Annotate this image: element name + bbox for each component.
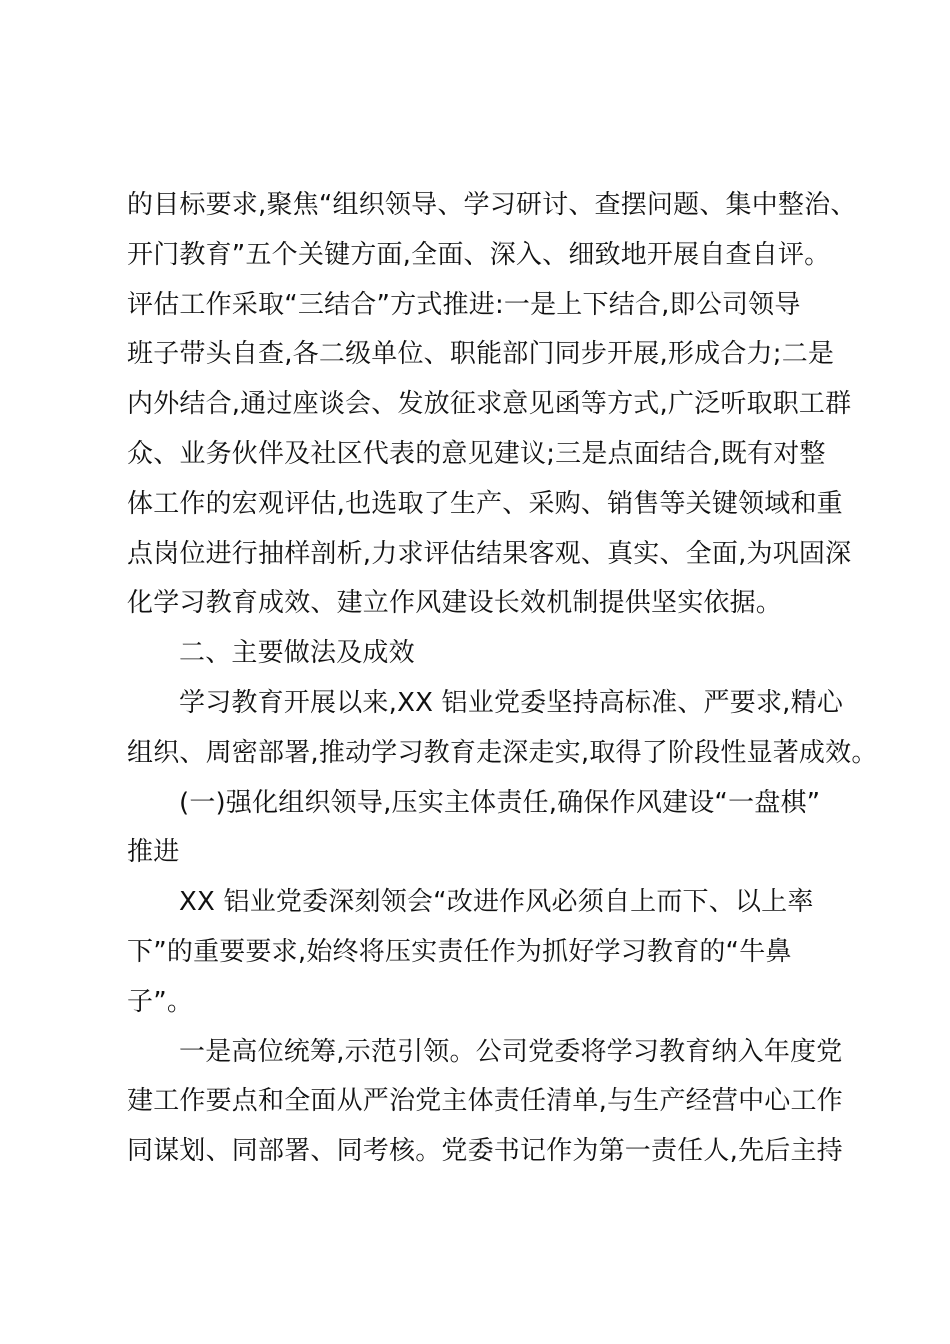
text-line: 的目标要求,聚焦“组织领导、学习研讨、查摆问题、集中整治、 bbox=[127, 190, 857, 220]
text-line: 体工作的宏观评估,也选取了生产、采购、销售等关键领域和重 bbox=[127, 488, 843, 519]
text-line: 同谋划、同部署、同考核。党委书记作为第一责任人,先后主持 bbox=[127, 1136, 843, 1167]
text-line: 化学习教育成效、建立作风建设长效机制提供坚实依据。 bbox=[127, 588, 783, 619]
text-line: 班子带头自查,各二级单位、职能部门同步开展,形成合力;二是 bbox=[127, 339, 835, 370]
subsection-heading: (一)强化组织领导,压实主体责任,确保作风建设“一盘棋” bbox=[179, 787, 821, 818]
paragraph-start: 一是高位统筹,示范引领。公司党委将学习教育纳入年度党 bbox=[179, 1036, 843, 1067]
text-line: 众、业务伙伴及社区代表的意见建议;三是点面结合,既有对整 bbox=[127, 438, 826, 469]
text-line: 子”。 bbox=[127, 986, 194, 1017]
document-body bbox=[127, 181, 878, 1177]
section-heading: 二、主要做法及成效 bbox=[179, 638, 415, 669]
paragraph-start: 学习教育开展以来,XX 铝业党委坚持高标准、严要求,精心 bbox=[179, 687, 844, 718]
text-line: 内外结合,通过座谈会、发放征求意见函等方式,广泛听取职工群 bbox=[127, 389, 852, 420]
text-line: 点岗位进行抽样剖析,力求评估结果客观、真实、全面,为巩固深 bbox=[127, 538, 852, 569]
paragraph-start: XX 铝业党委深刻领会“改进作风必须自上而下、以上率 bbox=[179, 887, 814, 918]
text-line: 开门教育”五个关键方面,全面、深入、细致地开展自查自评。 bbox=[127, 239, 831, 270]
subsection-heading-continuation: 推进 bbox=[127, 837, 180, 868]
text-line: 下”的重要要求,始终将压实责任作为抓好学习教育的“牛鼻 bbox=[127, 936, 792, 967]
text-line: 组织、周密部署,推动学习教育走深走实,取得了阶段性显著成效。 bbox=[127, 737, 878, 768]
text-line: 评估工作采取“三结合”方式推进:一是上下结合,即公司领导 bbox=[127, 289, 801, 320]
text-line: 建工作要点和全面从严治党主体责任清单,与生产经营中心工作 bbox=[127, 1086, 843, 1117]
